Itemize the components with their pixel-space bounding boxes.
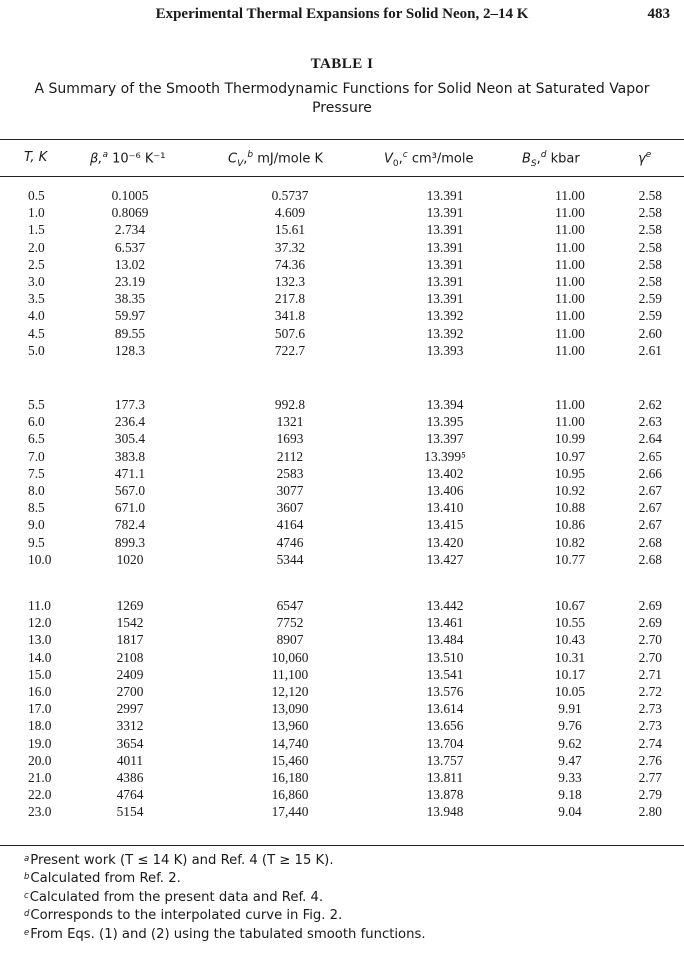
cell-gruneisen: 2.68 <box>638 551 662 567</box>
running-title: Experimental Thermal Expansions for Solid Neon, 2–14 K <box>155 6 529 22</box>
cell-temperature: 1.0 <box>28 205 45 221</box>
cell-heat-capacity: 74.36 <box>274 256 306 272</box>
cell-bulk-modulus: 9.62 <box>558 735 582 751</box>
cell-bulk-modulus: 9.33 <box>558 770 582 785</box>
cell-bulk-modulus: 9.76 <box>558 718 582 734</box>
cell-temperature: 16.0 <box>28 684 52 699</box>
bottom-rule <box>0 845 684 846</box>
cell-gruneisen: 2.58 <box>638 274 662 289</box>
cell-beta: 1269 <box>116 598 144 613</box>
cell-molar-volume: 13.427 <box>426 551 464 567</box>
cell-molar-volume: 13.392 <box>426 325 464 341</box>
cell-heat-capacity: 17,440 <box>271 804 309 820</box>
cell-molar-volume: 13.391 <box>426 205 464 221</box>
cell-beta: 6.537 <box>114 239 146 255</box>
cell-beta: 128.3 <box>114 342 146 358</box>
footnote-b: $^b$Calculated from Ref. 2. <box>24 871 181 887</box>
cell-gruneisen: 2.66 <box>638 465 662 481</box>
header-beta: β,$^a$ 10⁻⁶ K⁻¹ <box>90 150 166 167</box>
cell-heat-capacity: 15.61 <box>274 222 306 238</box>
cell-heat-capacity: 507.6 <box>274 325 306 341</box>
cell-beta: 3312 <box>116 718 144 734</box>
cell-temperature: 6.0 <box>28 414 45 430</box>
cell-gruneisen: 2.67 <box>638 517 662 533</box>
cell-temperature: 3.0 <box>28 274 45 289</box>
table-label: TABLE I <box>310 56 374 72</box>
cell-gruneisen: 2.58 <box>638 205 662 221</box>
cell-molar-volume: 13.395 <box>426 414 464 430</box>
cell-molar-volume: 13.948 <box>426 804 464 820</box>
cell-molar-volume: 13.811 <box>426 770 464 785</box>
cell-bulk-modulus: 10.99 <box>554 431 586 447</box>
cell-bulk-modulus: 10.43 <box>554 632 586 648</box>
cell-temperature: 8.5 <box>28 500 45 516</box>
cell-heat-capacity: 37.32 <box>274 239 306 255</box>
cell-gruneisen: 2.73 <box>638 701 662 717</box>
cell-gruneisen: 2.67 <box>638 483 662 498</box>
header-temperature: T, K <box>24 150 48 165</box>
cell-molar-volume: 13.461 <box>426 615 464 631</box>
cell-temperature: 22.0 <box>28 787 52 803</box>
cell-beta: 0.8069 <box>111 205 149 221</box>
header-heat-capacity: $C_V,^b$ mJ/mole K <box>228 150 324 169</box>
cell-temperature: 18.0 <box>28 718 52 734</box>
cell-gruneisen: 2.76 <box>638 752 662 768</box>
cell-beta: 2700 <box>116 684 144 699</box>
cell-heat-capacity: 4.609 <box>274 205 306 221</box>
cell-molar-volume: 13.391 <box>426 256 464 272</box>
cell-heat-capacity: 3077 <box>276 483 304 498</box>
cell-heat-capacity: 0.5737 <box>271 188 309 203</box>
footnote-e: $^e$From Eqs. (1) and (2) using the tabulated smooth functions. <box>24 926 426 942</box>
cell-beta: 2997 <box>116 701 144 717</box>
cell-temperature: 2.5 <box>28 256 45 272</box>
cell-temperature: 7.0 <box>28 448 45 464</box>
cell-heat-capacity: 15,460 <box>271 752 309 768</box>
cell-bulk-modulus: 10.77 <box>554 551 586 567</box>
cell-heat-capacity: 10,060 <box>271 649 309 665</box>
cell-temperature: 2.0 <box>28 239 45 255</box>
cell-molar-volume: 13.391 <box>426 239 464 255</box>
cell-beta: 782.4 <box>114 517 146 533</box>
cell-gruneisen: 2.79 <box>638 787 662 803</box>
cell-heat-capacity: 1321 <box>276 414 304 430</box>
cell-molar-volume: 13.406 <box>426 483 464 498</box>
cell-heat-capacity: 4164 <box>276 517 304 533</box>
cell-gruneisen: 2.59 <box>638 308 662 324</box>
cell-bulk-modulus: 10.17 <box>554 666 586 682</box>
cell-heat-capacity: 2583 <box>276 465 304 481</box>
cell-heat-capacity: 341.8 <box>274 308 306 324</box>
cell-heat-capacity: 13,960 <box>271 718 309 734</box>
cell-temperature: 11.0 <box>28 598 51 613</box>
page-number: 483 <box>647 6 670 22</box>
cell-beta: 383.8 <box>114 448 146 464</box>
cell-bulk-modulus: 9.91 <box>558 701 582 717</box>
cell-heat-capacity: 14,740 <box>271 735 309 751</box>
cell-molar-volume: 13.541 <box>426 666 464 682</box>
cell-gruneisen: 2.64 <box>638 431 662 447</box>
cell-temperature: 23.0 <box>28 804 52 820</box>
cell-bulk-modulus: 10.82 <box>554 534 586 550</box>
cell-molar-volume: 13.704 <box>426 735 464 751</box>
cell-bulk-modulus: 11.00 <box>555 222 585 238</box>
cell-bulk-modulus: 10.67 <box>554 598 586 613</box>
cell-gruneisen: 2.58 <box>638 222 662 238</box>
cell-gruneisen: 2.73 <box>638 718 662 734</box>
cell-beta: 2.734 <box>114 222 146 238</box>
cell-molar-volume: 13.392 <box>426 308 464 324</box>
cell-bulk-modulus: 11.00 <box>555 342 585 358</box>
cell-temperature: 8.0 <box>28 483 45 498</box>
cell-temperature: 20.0 <box>28 752 52 768</box>
cell-temperature: 4.5 <box>28 325 45 341</box>
cell-bulk-modulus: 11.00 <box>555 397 585 412</box>
cell-molar-volume: 13.410 <box>426 500 464 516</box>
cell-beta: 4764 <box>116 787 144 803</box>
cell-temperature: 17.0 <box>28 701 52 717</box>
cell-heat-capacity: 1693 <box>276 431 304 447</box>
cell-temperature: 10.0 <box>28 551 52 567</box>
cell-molar-volume: 13.391 <box>426 274 464 289</box>
cell-beta: 38.35 <box>114 291 146 307</box>
cell-bulk-modulus: 11.00 <box>555 414 585 430</box>
footnotes <box>24 852 664 944</box>
cell-bulk-modulus: 9.18 <box>558 787 582 803</box>
cell-bulk-modulus: 11.00 <box>555 325 585 341</box>
cell-beta: 177.3 <box>114 397 146 412</box>
cell-temperature: 5.5 <box>28 397 45 412</box>
cell-beta: 4386 <box>116 770 144 785</box>
cell-gruneisen: 2.71 <box>638 666 662 682</box>
cell-heat-capacity: 16,860 <box>271 787 309 803</box>
cell-bulk-modulus: 11.00 <box>555 188 585 203</box>
cell-temperature: 19.0 <box>28 735 52 751</box>
footnote-c: $^c$Calculated from the present data and Ref. 4. <box>24 889 324 905</box>
cell-molar-volume: 13.442 <box>426 598 464 613</box>
cell-heat-capacity: 722.7 <box>274 342 306 358</box>
cell-heat-capacity: 5344 <box>276 551 304 567</box>
cell-molar-volume: 13.415 <box>426 517 464 533</box>
cell-molar-volume: 13.576 <box>426 684 464 699</box>
cell-bulk-modulus: 9.47 <box>558 752 582 768</box>
cell-gruneisen: 2.58 <box>638 256 662 272</box>
cell-beta: 4011 <box>116 752 144 768</box>
cell-gruneisen: 2.72 <box>638 684 662 699</box>
cell-temperature: 3.5 <box>28 291 45 307</box>
cell-beta: 2409 <box>116 666 144 682</box>
cell-gruneisen: 2.70 <box>638 649 662 665</box>
cell-temperature: 9.5 <box>28 534 45 550</box>
cell-molar-volume: 13.391 <box>426 188 464 203</box>
cell-temperature: 7.5 <box>28 465 45 481</box>
cell-bulk-modulus: 10.88 <box>554 500 586 516</box>
cell-gruneisen: 2.65 <box>638 448 662 464</box>
cell-heat-capacity: 12,120 <box>271 684 309 699</box>
header-bulk-modulus: $B_S,^d$ kbar <box>522 150 580 169</box>
cell-beta: 23.19 <box>114 274 146 289</box>
cell-bulk-modulus: 10.05 <box>554 684 586 699</box>
cell-gruneisen: 2.69 <box>638 615 662 631</box>
cell-molar-volume: 13.757 <box>426 752 464 768</box>
cell-molar-volume: 13.391 <box>426 222 464 238</box>
cell-beta: 0.1005 <box>111 188 149 203</box>
cell-heat-capacity: 2112 <box>276 448 304 464</box>
cell-gruneisen: 2.63 <box>638 414 662 430</box>
cell-gruneisen: 2.59 <box>638 291 662 307</box>
cell-gruneisen: 2.77 <box>638 770 662 785</box>
cell-bulk-modulus: 11.00 <box>555 239 585 255</box>
cell-beta: 89.55 <box>114 325 146 341</box>
cell-heat-capacity: 217.8 <box>274 291 306 307</box>
cell-temperature: 4.0 <box>28 308 45 324</box>
cell-temperature: 5.0 <box>28 342 45 358</box>
cell-molar-volume: 13.391 <box>426 291 464 307</box>
cell-molar-volume: 13.656 <box>426 718 464 734</box>
cell-temperature: 13.0 <box>28 632 52 648</box>
cell-molar-volume: 13.393 <box>426 342 464 358</box>
cell-molar-volume: 13.394 <box>426 397 464 412</box>
cell-heat-capacity: 4746 <box>276 534 304 550</box>
cell-gruneisen: 2.58 <box>638 239 662 255</box>
cell-bulk-modulus: 11.00 <box>555 205 585 221</box>
cell-beta: 1817 <box>116 632 144 648</box>
cell-beta: 5154 <box>116 804 144 820</box>
cell-temperature: 14.0 <box>28 649 52 665</box>
header-molar-volume: $V_0,^c$ cm³/mole <box>384 150 474 169</box>
cell-gruneisen: 2.70 <box>638 632 662 648</box>
cell-heat-capacity: 6547 <box>276 598 304 613</box>
cell-bulk-modulus: 11.00 <box>555 256 585 272</box>
cell-temperature: 21.0 <box>28 770 52 785</box>
cell-bulk-modulus: 11.00 <box>555 308 585 324</box>
cell-beta: 1020 <box>116 551 144 567</box>
cell-beta: 59.97 <box>114 308 146 324</box>
cell-bulk-modulus: 10.92 <box>554 483 586 498</box>
cell-molar-volume: 13.402 <box>426 465 464 481</box>
cell-beta: 2108 <box>116 649 144 665</box>
cell-gruneisen: 2.74 <box>638 735 662 751</box>
cell-heat-capacity: 11,100 <box>271 666 309 682</box>
cell-molar-volume: 13.399⁵ <box>424 448 466 464</box>
cell-molar-volume: 13.420 <box>426 534 464 550</box>
cell-heat-capacity: 992.8 <box>274 397 306 412</box>
cell-bulk-modulus: 10.97 <box>554 448 586 464</box>
cell-beta: 1542 <box>116 615 144 631</box>
cell-beta: 236.4 <box>114 414 146 430</box>
cell-bulk-modulus: 10.95 <box>554 465 586 481</box>
cell-beta: 471.1 <box>114 465 146 481</box>
cell-gruneisen: 2.67 <box>638 500 662 516</box>
cell-molar-volume: 13.878 <box>426 787 464 803</box>
cell-heat-capacity: 3607 <box>276 500 304 516</box>
cell-bulk-modulus: 10.31 <box>554 649 586 665</box>
cell-bulk-modulus: 10.55 <box>554 615 586 631</box>
cell-beta: 899.3 <box>114 534 146 550</box>
cell-beta: 13.02 <box>114 256 146 272</box>
cell-bulk-modulus: 11.00 <box>555 274 585 289</box>
header-gruneisen: $\gamma^e$ <box>638 150 652 167</box>
cell-gruneisen: 2.58 <box>638 188 662 203</box>
footnote-a: $^a$Present work (T ≤ 14 K) and Ref. 4 (T ≥ 15 K). <box>24 853 334 868</box>
cell-molar-volume: 13.510 <box>426 649 464 665</box>
cell-temperature: 15.0 <box>28 666 52 682</box>
cell-molar-volume: 13.397 <box>426 431 464 447</box>
cell-temperature: 12.0 <box>28 615 52 631</box>
cell-beta: 671.0 <box>114 500 146 516</box>
cell-heat-capacity: 16,180 <box>271 770 309 785</box>
cell-temperature: 1.5 <box>28 222 45 238</box>
footnote-d: $^d$Corresponds to the interpolated curve in Fig. 2. <box>24 908 343 924</box>
cell-bulk-modulus: 11.00 <box>555 291 585 307</box>
cell-gruneisen: 2.62 <box>638 397 662 412</box>
cell-heat-capacity: 8907 <box>276 632 304 648</box>
cell-gruneisen: 2.60 <box>638 325 662 341</box>
cell-heat-capacity: 7752 <box>276 615 304 631</box>
cell-molar-volume: 13.614 <box>426 701 464 717</box>
cell-gruneisen: 2.61 <box>638 342 662 358</box>
cell-gruneisen: 2.68 <box>638 534 662 550</box>
cell-beta: 3654 <box>116 735 144 751</box>
cell-heat-capacity: 132.3 <box>274 274 306 289</box>
table-caption: A Summary of the Smooth Thermodynamic Functions for Solid Neon at Saturated Vapor Pressure <box>34 81 650 116</box>
cell-molar-volume: 13.484 <box>426 632 464 648</box>
cell-temperature: 6.5 <box>28 431 45 447</box>
cell-heat-capacity: 13,090 <box>271 701 309 717</box>
cell-bulk-modulus: 9.04 <box>558 804 582 820</box>
cell-beta: 567.0 <box>114 483 146 498</box>
cell-gruneisen: 2.80 <box>638 804 662 820</box>
cell-beta: 305.4 <box>114 431 146 447</box>
cell-bulk-modulus: 10.86 <box>554 517 586 533</box>
cell-gruneisen: 2.69 <box>638 598 662 613</box>
cell-temperature: 0.5 <box>28 188 45 203</box>
cell-temperature: 9.0 <box>28 517 45 533</box>
